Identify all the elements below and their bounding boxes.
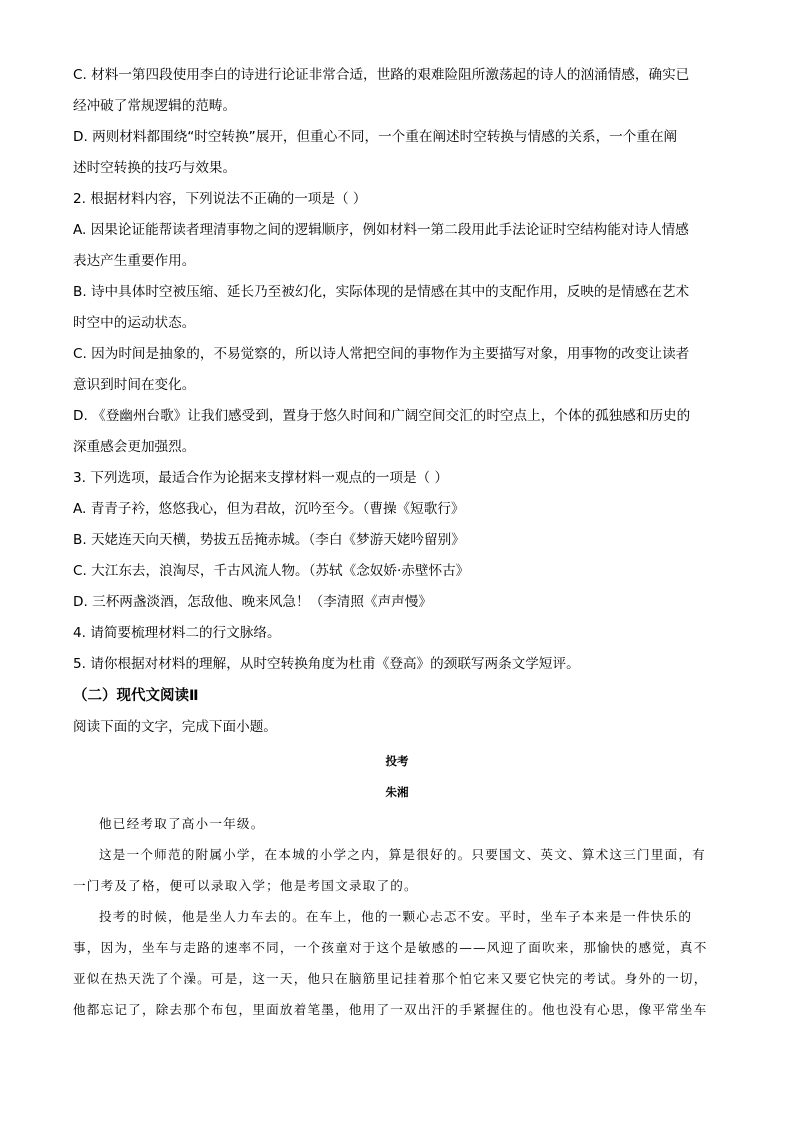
text-line: 时空中的运动状态。	[73, 315, 196, 331]
question-5: 5. 请你根据对材料的理解，从时空转换角度为杜甫《登高》的颈联写两条文学短评。	[73, 656, 580, 672]
option-2b: B. 诗中具体时空被压缩、延长乃至被幻化，实际体现的是情感在其中的支配作用，反映的是情感在艺术	[73, 284, 690, 300]
text-line: C. 材料一第四段使用李白的诗进行论证非常合适，世路的艰难险阻所激荡起的诗人的汹涌情感，确实已	[73, 67, 690, 83]
story-paragraph: 他已经考取了高小一年级。	[99, 816, 265, 831]
option-2c: C. 因为时间是抽象的，不易觉察的，所以诗人常把空间的事物作为主要描写对象，用事物的改变让读者	[73, 346, 690, 362]
option-2a: A. 因果论证能帮读者理清事物之间的逻辑顺序，例如材料一第二段用此手法论证时空结构能对诗人情感	[73, 222, 689, 238]
reading-instruction: 阅读下面的文字，完成下面小题。	[73, 719, 277, 735]
question-2: 2. 根据材料内容，下列说法不正确的一项是（ ）	[73, 191, 367, 207]
text-line: 表达产生重要作用。	[73, 253, 196, 269]
story-line: 亚似在热天洗了个澡。可是，这一天，他只在脑筋里记挂着那个怕它来又要它快完的考试。身外的一切，	[73, 971, 708, 986]
option-3a: A. 青青子衿，悠悠我心，但为君故，沉吟至今。（曹操《短歌行》	[73, 501, 465, 517]
option-3b: B. 天姥连天向天横，势拔五岳掩赤城。（李白《梦游天姥吟留别》	[73, 532, 465, 548]
section-title: （二）现代文阅读Ⅱ	[73, 688, 199, 704]
story-line: 事，因为，坐车与走路的速率不同，一个孩童对于这个是敏感的——风迎了面吹来，那愉快的感觉，真不	[73, 940, 708, 955]
story-line: 一门考及了格，便可以录取入学；他是考国文录取了的。	[73, 878, 418, 893]
text-line: 经冲破了常规逻辑的范畴。	[73, 98, 237, 114]
text-line: 意识到时间在变化。	[73, 377, 196, 393]
question-4: 4. 请简要梳理材料二的行文脉络。	[73, 625, 281, 641]
option-3d: D. 三杯两盏淡酒，怎敌他、晚来风急！（李清照《声声慢》	[73, 594, 432, 610]
question-3: 3. 下列选项，最适合作为论据来支撑材料一观点的一项是（ ）	[73, 470, 449, 486]
text-line: D. 两则材料都围绕“时空转换”展开，但重心不同，一个重在阐述时空转换与情感的关系，一个重在阐	[73, 129, 678, 145]
text-line: 深重感会更加强烈。	[73, 439, 196, 455]
story-paragraph: 这是一个师范的附属小学，在本城的小学之内，算是很好的。只要国文、英文、算术这三门里面，有	[99, 847, 706, 862]
story-author: 朱湘	[385, 785, 409, 799]
story-title: 投考	[385, 754, 409, 768]
story-paragraph: 投考的时候，他是坐人力车去的。在车上，他的一颗心忐忑不安。平时，坐车子本来是一件快乐的	[99, 909, 693, 924]
option-3c: C. 大江东去，浪淘尽，千古风流人物。（苏轼《念奴娇·赤壁怀古》	[73, 563, 470, 579]
story-line: 他都忘记了，除去那个布包，里面放着笔墨，他用了一双出汗的手紧握住的。他也没有心思，像平常坐车	[73, 1002, 708, 1017]
option-2d: D. 《登幽州台歌》让我们感受到，置身于悠久时间和广阔空间交汇的时空点上，个体的孤独感和历史的	[73, 408, 691, 424]
text-line: 述时空转换的技巧与效果。	[73, 160, 237, 176]
